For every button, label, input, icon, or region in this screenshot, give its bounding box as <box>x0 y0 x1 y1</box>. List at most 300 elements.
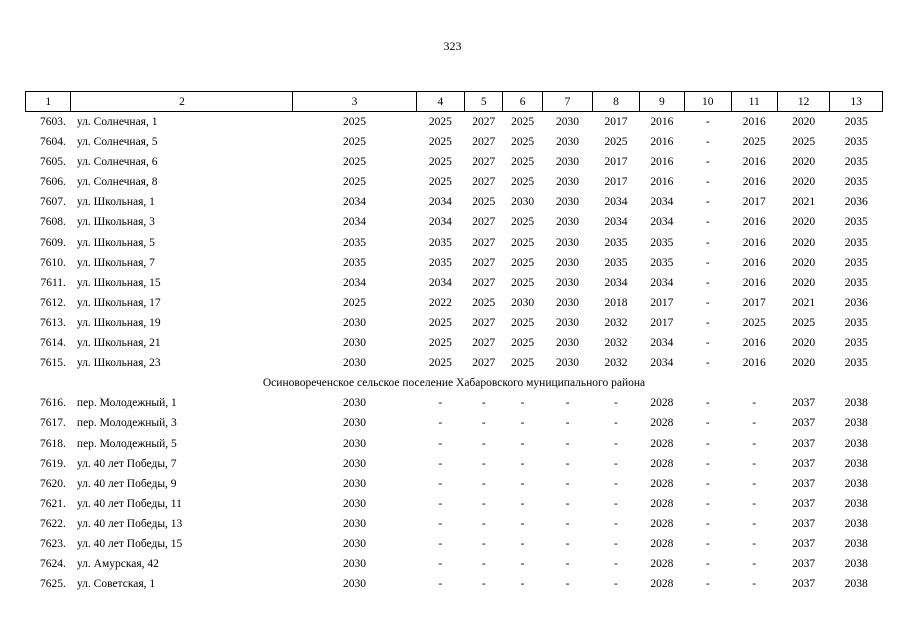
address-cell: ул. Школьная, 17 <box>76 296 161 309</box>
year-cell: 2020 <box>792 357 816 370</box>
year-cell: 2035 <box>844 176 868 189</box>
address-cell: ул. Солнечная, 1 <box>76 116 158 128</box>
year-cell: - <box>705 497 710 510</box>
year-cell: 2030 <box>556 136 579 149</box>
year-cell: - <box>481 417 486 430</box>
year-cell: 2035 <box>844 357 868 370</box>
year-cell: - <box>438 477 443 490</box>
year-cell: 2030 <box>343 357 367 370</box>
year-cell: 2030 <box>511 196 535 209</box>
year-cell: 2030 <box>556 256 579 269</box>
year-cell: - <box>565 397 570 410</box>
year-cell: 2030 <box>511 296 535 309</box>
year-cell: - <box>565 558 570 571</box>
year-cell: - <box>565 457 570 470</box>
year-cell: 2035 <box>343 256 367 269</box>
year-cell: - <box>614 397 618 410</box>
address-cell: ул. 40 лет Победы, 15 <box>76 537 183 550</box>
year-cell: 2025 <box>511 337 535 350</box>
year-cell: 2025 <box>428 136 452 149</box>
year-cell: 2038 <box>844 477 868 490</box>
year-cell: - <box>438 397 443 410</box>
column-header: 5 <box>465 92 503 112</box>
year-cell: - <box>614 578 618 591</box>
table-row <box>26 172 883 192</box>
table-row <box>26 393 883 413</box>
year-cell: 2035 <box>844 236 868 249</box>
year-cell: 2028 <box>650 558 674 571</box>
column-header: 11 <box>731 92 777 112</box>
year-cell: 2034 <box>650 196 674 209</box>
year-cell: 2030 <box>343 457 367 470</box>
year-cell: 2027 <box>472 176 496 189</box>
year-cell: - <box>520 497 525 510</box>
year-cell: - <box>520 397 525 410</box>
row-number: 7611. <box>40 276 66 289</box>
year-cell: 2016 <box>742 236 766 249</box>
year-cell: - <box>705 136 710 149</box>
year-cell: - <box>614 558 618 571</box>
table-row <box>26 152 883 172</box>
year-cell: - <box>520 578 525 591</box>
year-cell: 2034 <box>650 337 674 350</box>
year-cell: - <box>705 296 710 309</box>
year-cell: 2017 <box>650 296 674 309</box>
row-number: 7619. <box>40 457 66 470</box>
year-cell: - <box>705 196 710 209</box>
year-cell: 2030 <box>556 276 579 289</box>
year-cell: 2038 <box>844 437 868 450</box>
year-cell: 2025 <box>428 176 452 189</box>
year-cell: 2037 <box>792 417 816 430</box>
year-cell: 2028 <box>650 497 674 510</box>
year-cell: 2035 <box>650 256 674 269</box>
year-cell: 2025 <box>343 136 367 149</box>
year-cell: 2035 <box>844 156 868 169</box>
year-cell: 2017 <box>650 316 674 329</box>
year-cell: 2025 <box>511 236 535 249</box>
table-row <box>26 413 883 433</box>
column-header: 1 <box>26 92 71 112</box>
address-cell: ул. Школьная, 21 <box>76 337 161 350</box>
year-cell: - <box>752 457 757 470</box>
year-cell: 2017 <box>604 116 628 128</box>
year-cell: - <box>520 477 525 490</box>
year-cell: - <box>752 558 757 571</box>
year-cell: 2028 <box>650 578 674 591</box>
table-row <box>26 454 883 474</box>
table-body-lower <box>26 393 883 594</box>
year-cell: - <box>438 517 443 530</box>
row-number: 7609. <box>40 236 66 249</box>
address-cell: ул. 40 лет Победы, 9 <box>76 477 177 490</box>
address-cell: ул. Школьная, 23 <box>76 357 161 370</box>
year-cell: 2030 <box>343 437 367 450</box>
year-cell: - <box>705 256 710 269</box>
year-cell: 2038 <box>844 397 868 410</box>
year-cell: 2025 <box>343 176 367 189</box>
year-cell: 2016 <box>742 276 766 289</box>
year-cell: - <box>565 437 570 450</box>
year-cell: 2016 <box>742 216 766 229</box>
row-number: 7623. <box>40 537 66 550</box>
year-cell: 2030 <box>556 216 579 229</box>
address-cell: ул. Солнечная, 8 <box>76 176 158 189</box>
table-row <box>26 212 883 232</box>
address-cell: ул. Школьная, 1 <box>76 196 155 209</box>
table-row <box>26 313 883 333</box>
year-cell: 2020 <box>792 216 816 229</box>
year-cell: - <box>481 558 486 571</box>
year-cell: 2030 <box>343 578 367 591</box>
year-cell: 2025 <box>792 316 816 329</box>
year-cell: - <box>705 397 710 410</box>
page-number: 323 <box>443 39 462 53</box>
year-cell: 2025 <box>428 316 452 329</box>
row-number: 7613. <box>40 316 66 329</box>
address-cell: ул. Школьная, 15 <box>76 276 161 289</box>
year-cell: 2030 <box>556 296 579 309</box>
year-cell: - <box>614 537 618 550</box>
year-cell: 2034 <box>343 276 367 289</box>
year-cell: 2030 <box>343 537 367 550</box>
year-cell: 2032 <box>604 337 628 350</box>
year-cell: - <box>705 316 710 329</box>
year-cell: 2028 <box>650 397 674 410</box>
year-cell: 2030 <box>556 337 579 350</box>
year-cell: - <box>614 437 618 450</box>
year-cell: 2025 <box>343 156 367 169</box>
row-number: 7607. <box>40 196 66 209</box>
column-header: 2 <box>71 92 293 112</box>
year-cell: 2038 <box>844 417 868 430</box>
year-cell: 2035 <box>844 256 868 269</box>
year-cell: 2028 <box>650 437 674 450</box>
row-number: 7603. <box>40 116 66 128</box>
year-cell: 2037 <box>792 537 816 550</box>
year-cell: 2016 <box>742 256 766 269</box>
year-cell: 2027 <box>472 316 496 329</box>
year-cell: 2016 <box>650 116 674 128</box>
year-cell: 2020 <box>792 176 816 189</box>
year-cell: 2038 <box>844 517 868 530</box>
year-cell: - <box>481 537 486 550</box>
year-cell: 2032 <box>604 316 628 329</box>
year-cell: - <box>705 276 710 289</box>
year-cell: 2034 <box>650 276 674 289</box>
year-cell: - <box>752 517 757 530</box>
year-cell: - <box>481 457 486 470</box>
address-cell: пер. Молодежный, 3 <box>76 417 177 430</box>
table-row <box>26 233 883 253</box>
year-cell: - <box>438 537 443 550</box>
year-cell: 2035 <box>844 116 868 128</box>
year-cell: - <box>565 578 570 591</box>
year-cell: - <box>614 497 618 510</box>
year-cell: 2035 <box>844 276 868 289</box>
year-cell: 2035 <box>844 216 868 229</box>
year-cell: 2034 <box>343 216 367 229</box>
year-cell: 2030 <box>343 316 367 329</box>
year-cell: 2025 <box>511 116 535 128</box>
year-cell: 2016 <box>742 337 766 350</box>
year-cell: - <box>705 457 710 470</box>
year-cell: 2030 <box>556 116 579 128</box>
year-cell: 2030 <box>343 417 367 430</box>
table-row <box>26 574 883 594</box>
address-cell: ул. Школьная, 3 <box>76 216 155 229</box>
column-header: 7 <box>542 92 592 112</box>
year-cell: 2025 <box>472 296 496 309</box>
table-row <box>26 253 883 273</box>
address-cell: ул. Школьная, 5 <box>76 236 155 249</box>
year-cell: 2025 <box>428 357 452 370</box>
year-cell: 2035 <box>343 236 367 249</box>
table-row <box>26 494 883 514</box>
row-number: 7610. <box>40 256 66 269</box>
year-cell: 2017 <box>742 196 766 209</box>
row-number: 7624. <box>40 558 66 571</box>
column-header: 8 <box>593 92 639 112</box>
table-row <box>26 474 883 494</box>
year-cell: 2028 <box>650 537 674 550</box>
header-row <box>26 92 883 112</box>
year-cell: 2025 <box>428 156 452 169</box>
year-cell: 2030 <box>343 517 367 530</box>
year-cell: 2028 <box>650 457 674 470</box>
year-cell: 2037 <box>792 558 816 571</box>
year-cell: - <box>481 397 486 410</box>
year-cell: - <box>438 417 443 430</box>
year-cell: 2038 <box>844 457 868 470</box>
year-cell: - <box>614 417 618 430</box>
year-cell: 2030 <box>556 357 579 370</box>
year-cell: 2035 <box>604 236 628 249</box>
year-cell: - <box>565 497 570 510</box>
year-cell: 2025 <box>742 316 766 329</box>
year-cell: - <box>481 437 486 450</box>
year-cell: 2038 <box>844 537 868 550</box>
year-cell: 2025 <box>343 296 367 309</box>
year-cell: 2030 <box>343 477 367 490</box>
year-cell: - <box>705 176 710 189</box>
year-cell: 2016 <box>742 116 766 128</box>
year-cell: 2025 <box>742 136 766 149</box>
address-cell: ул. Школьная, 19 <box>76 316 161 329</box>
address-cell: пер. Молодежный, 1 <box>76 397 177 410</box>
year-cell: 2034 <box>343 196 367 209</box>
year-cell: - <box>705 477 710 490</box>
column-header: 13 <box>830 92 883 112</box>
year-cell: - <box>520 558 525 571</box>
year-cell: 2037 <box>792 477 816 490</box>
year-cell: 2021 <box>792 296 816 309</box>
year-cell: - <box>565 517 570 530</box>
row-number: 7621. <box>40 497 66 510</box>
row-number: 7616. <box>40 397 66 410</box>
year-cell: 2025 <box>511 316 535 329</box>
year-cell: 2020 <box>792 236 816 249</box>
year-cell: 2028 <box>650 517 674 530</box>
table-row <box>26 534 883 554</box>
year-cell: 2025 <box>511 156 535 169</box>
year-cell: 2037 <box>792 437 816 450</box>
year-cell: 2035 <box>604 256 628 269</box>
address-cell: ул. 40 лет Победы, 13 <box>76 517 183 530</box>
row-number: 7606. <box>40 176 66 189</box>
year-cell: 2036 <box>844 196 868 209</box>
year-cell: 2025 <box>511 136 535 149</box>
year-cell: 2025 <box>428 337 452 350</box>
year-cell: 2027 <box>472 337 496 350</box>
year-cell: - <box>705 558 710 571</box>
year-cell: - <box>705 337 710 350</box>
year-cell: 2035 <box>844 316 868 329</box>
year-cell: 2030 <box>556 316 579 329</box>
table-row <box>26 514 883 534</box>
year-cell: - <box>481 497 486 510</box>
row-number: 7622. <box>40 517 66 530</box>
year-cell: 2038 <box>844 578 868 591</box>
year-cell: 2027 <box>472 156 496 169</box>
year-cell: 2034 <box>604 196 628 209</box>
year-cell: - <box>752 397 757 410</box>
column-header: 6 <box>503 92 542 112</box>
year-cell: - <box>481 517 486 530</box>
year-cell: 2030 <box>343 397 367 410</box>
row-number: 7620. <box>40 477 66 490</box>
year-cell: - <box>705 236 710 249</box>
table-row <box>26 353 883 373</box>
year-cell: 2030 <box>343 558 367 571</box>
year-cell: 2032 <box>604 357 628 370</box>
section-block <box>26 373 883 393</box>
year-cell: 2021 <box>792 196 816 209</box>
year-cell: - <box>752 437 757 450</box>
year-cell: 2037 <box>792 457 816 470</box>
year-cell: 2025 <box>343 116 367 128</box>
table-row <box>26 554 883 574</box>
year-cell: 2016 <box>650 136 674 149</box>
year-cell: 2020 <box>792 276 816 289</box>
column-header: 12 <box>777 92 829 112</box>
year-cell: 2020 <box>792 337 816 350</box>
year-cell: - <box>520 437 525 450</box>
year-cell: 2028 <box>650 477 674 490</box>
row-number: 7615. <box>40 357 66 370</box>
year-cell: 2037 <box>792 517 816 530</box>
table-row <box>26 112 883 133</box>
year-cell: 2025 <box>428 116 452 128</box>
year-cell: - <box>520 517 525 530</box>
year-cell: 2025 <box>792 136 816 149</box>
year-cell: 2034 <box>428 276 452 289</box>
row-number: 7605. <box>40 156 66 169</box>
year-cell: 2030 <box>556 156 579 169</box>
year-cell: 2035 <box>650 236 674 249</box>
row-number: 7617. <box>40 417 66 430</box>
year-cell: - <box>705 578 710 591</box>
year-cell: 2025 <box>604 136 628 149</box>
year-cell: 2030 <box>556 176 579 189</box>
year-cell: - <box>565 537 570 550</box>
year-cell: 2020 <box>792 256 816 269</box>
year-cell: 2016 <box>650 176 674 189</box>
table-row <box>26 293 883 313</box>
year-cell: - <box>705 216 710 229</box>
year-cell: - <box>438 497 443 510</box>
address-cell: ул. Советская, 1 <box>76 578 156 591</box>
year-cell: - <box>705 517 710 530</box>
row-number: 7608. <box>40 216 66 229</box>
year-cell: - <box>705 156 710 169</box>
column-header: 4 <box>416 92 464 112</box>
year-cell: - <box>752 497 757 510</box>
year-cell: - <box>705 417 710 430</box>
address-cell: ул. 40 лет Победы, 11 <box>76 497 182 510</box>
row-number: 7618. <box>40 437 66 450</box>
year-cell: 2016 <box>742 156 766 169</box>
year-cell: 2034 <box>604 216 628 229</box>
year-cell: 2038 <box>844 497 868 510</box>
year-cell: 2025 <box>472 196 496 209</box>
year-cell: 2027 <box>472 136 496 149</box>
row-number: 7625. <box>40 578 66 591</box>
row-number: 7604. <box>40 136 66 149</box>
table-row <box>26 434 883 454</box>
year-cell: 2016 <box>742 357 766 370</box>
address-cell: ул. Солнечная, 5 <box>76 136 158 149</box>
year-cell: - <box>438 558 443 571</box>
year-cell: 2034 <box>428 216 452 229</box>
year-cell: - <box>614 517 618 530</box>
table-row <box>26 273 883 293</box>
table-row <box>26 192 883 212</box>
year-cell: 2027 <box>472 276 496 289</box>
row-number: 7612. <box>40 296 66 309</box>
year-cell: 2037 <box>792 497 816 510</box>
year-cell: - <box>705 437 710 450</box>
year-cell: 2017 <box>604 176 628 189</box>
year-cell: - <box>705 116 710 128</box>
year-cell: - <box>481 477 486 490</box>
year-cell: 2034 <box>650 216 674 229</box>
year-cell: 2030 <box>556 236 579 249</box>
year-cell: 2034 <box>650 357 674 370</box>
year-cell: 2030 <box>556 196 579 209</box>
year-cell: 2035 <box>844 337 868 350</box>
year-cell: - <box>705 537 710 550</box>
year-cell: - <box>438 437 443 450</box>
table-row <box>26 132 883 152</box>
year-cell: 2025 <box>511 276 535 289</box>
table-row <box>26 333 883 353</box>
year-cell: - <box>752 578 757 591</box>
year-cell: - <box>520 457 525 470</box>
address-cell: ул. 40 лет Победы, 7 <box>76 457 177 470</box>
year-cell: 2037 <box>792 397 816 410</box>
year-cell: 2016 <box>650 156 674 169</box>
year-cell: 2035 <box>844 136 868 149</box>
year-cell: 2027 <box>472 357 496 370</box>
year-cell: 2025 <box>511 216 535 229</box>
year-cell: 2037 <box>792 578 816 591</box>
year-cell: - <box>752 537 757 550</box>
column-header: 10 <box>685 92 731 112</box>
address-cell: ул. Школьная, 7 <box>76 256 155 269</box>
year-cell: - <box>481 578 486 591</box>
year-cell: 2038 <box>844 558 868 571</box>
